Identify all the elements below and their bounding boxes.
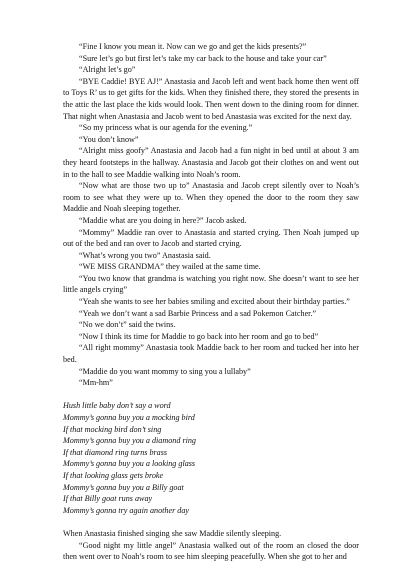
paragraph: “All right mommy” Anastasia took Maddie back to her room and tucked her into her bed. [63, 343, 359, 365]
paragraph: “WE MISS GRANDMA” they wailed at the same time. [79, 262, 261, 272]
paragraph: “Alright let’s go” [79, 65, 136, 75]
paragraph: “Yeah we don’t want a sad Barbie Princess and a sad Pokemon Catcher.” [79, 308, 317, 318]
song-line: Mommy’s gonna buy you a Billy goat [63, 482, 184, 492]
paragraph: “BYE Caddie! BYE AJ!” Anastasia and Jacob left and went back home then went off to Toys R’ us to get gifts for the kids. When they finished there, they stored the presents in the attic the last place the kids would look. Then went down to the dining room for dinner. That night when Anastasia and Jacob went to bed Anastasia was excited for the next day. [63, 76, 359, 121]
paragraph: “Maddie what are you doing in here?” Jacob asked. [79, 215, 247, 225]
paragraph: “Now what are those two up to” Anastasia and Jacob crept silently over to Noah’s room to see what they were up to. When they opened the door to the room they saw Maddie and Noah sleeping together. [63, 181, 359, 214]
paragraph: “You two know that grandma is watching you right now. She doesn’t want to see her little angels crying” [63, 273, 359, 295]
paragraph: “So my princess what is our agenda for the evening.” [79, 123, 253, 133]
paragraph: “Mommy” Maddie ran over to Anastasia and started crying. Then Noah jumped up out of the bed and ran over to Jacob and started crying. [63, 227, 359, 249]
paragraph: “Sure let’s go but first let’s take my car back to the house and take your car” [79, 53, 327, 63]
page-body [63, 41, 359, 563]
blank-line [63, 389, 359, 401]
song-line: If that diamond ring turns brass [63, 447, 168, 457]
paragraph: When Anastasia finished singing she saw Maddie silently sleeping. [63, 528, 282, 538]
song-line: If that mocking bird don’t sing [63, 424, 162, 434]
paragraph: “What’s wrong you two” Anastasia said. [79, 250, 211, 260]
song-line: Mommy’s gonna buy you a mocking bird [63, 413, 195, 422]
song-line: Mommy’s gonna try again another day [63, 505, 189, 515]
song-line: Mommy’s gonna buy you a diamond ring [63, 436, 196, 446]
paragraph: “No we don’t” said the twins. [79, 320, 176, 330]
paragraph: “Maddie do you want mommy to sing you a lullaby” [79, 366, 251, 376]
paragraph: “Now I think its time for Maddie to go back into her room and go to bed” [79, 331, 319, 341]
paragraph: “Alright miss goofy” Anastasia and Jacob had a fun night in bed until at about 3 am they heard footsteps in the hallway. Anastasia and Jacob got their clothes on and went out in to the hall to see Maddie walking into Noah’s room. [63, 146, 359, 179]
paragraph: “Mm-hm” [79, 378, 113, 388]
paragraph: “Fine I know you mean it. Now can we go and get the kids presents?” [79, 42, 307, 51]
song-line: If that looking glass gets broke [63, 470, 164, 480]
lullaby-verse [63, 400, 359, 516]
song-line: If that Billy goat runs away [63, 494, 153, 504]
paragraph: “You don’t know” [79, 134, 139, 144]
song-line: Mommy’s gonna buy you a looking glass [63, 459, 196, 469]
paragraph: “Yeah she wants to see her babies smiling and excited about their birthday parties.” [79, 297, 350, 307]
blank-line [63, 516, 359, 528]
paragraph: “Good night my little angel” Anastasia walked out of the room an closed the door then went over to Noah’s room to see him sleeping peacefully. When she got to her and [63, 540, 359, 562]
song-line: Hush little baby don’t say a word [63, 401, 171, 411]
